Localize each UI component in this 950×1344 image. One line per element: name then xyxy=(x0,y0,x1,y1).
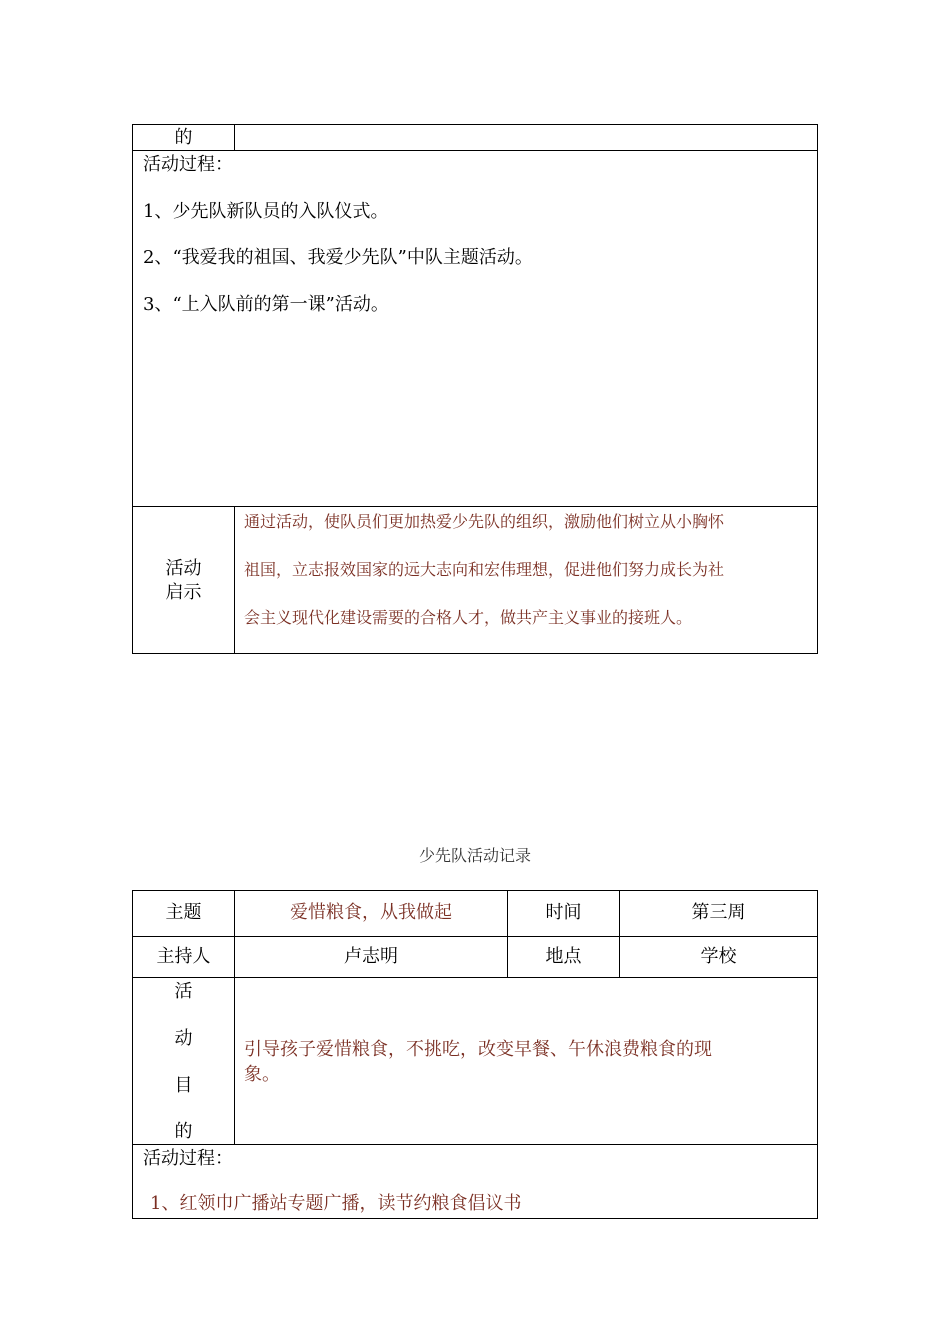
table2-bottom-border xyxy=(132,1218,818,1219)
table1-divider xyxy=(234,124,235,150)
inspiration-text: 通过活动，使队员们更加热爱少先队的组织，激励他们树立从小胸怀 xyxy=(244,512,725,531)
process-title: 活动过程： xyxy=(143,154,233,175)
purpose-label-char: 目 xyxy=(174,1075,193,1096)
table1-divider xyxy=(132,150,818,151)
process-title: 活动过程： xyxy=(143,1148,233,1169)
process-item: 3、“上入队前的第一课”活动。 xyxy=(143,294,389,315)
theme-value: 爱惜粮食，从我做起 xyxy=(290,902,452,923)
place-label: 地点 xyxy=(545,946,582,967)
purpose-text: 象。 xyxy=(244,1064,280,1085)
purpose-label-char: 的 xyxy=(174,1121,193,1142)
host-value: 卢志明 xyxy=(344,946,398,967)
host-label: 主持人 xyxy=(156,946,211,967)
place-value: 学校 xyxy=(700,946,737,967)
table2-divider xyxy=(234,890,235,1144)
table2-left-border xyxy=(132,890,133,1219)
purpose-label-char: 活 xyxy=(174,981,193,1002)
process-item: 2、“我爱我的祖国、我爱少先队”中队主题活动。 xyxy=(143,247,533,268)
table1-right-border xyxy=(817,124,818,654)
table1-divider xyxy=(234,506,235,653)
table-caption: 少先队活动记录 xyxy=(418,846,531,865)
table1-bottom-border xyxy=(132,653,818,654)
inspiration-text: 会主义现代化建设需要的合格人才，做共产主义事业的接班人。 xyxy=(244,608,693,627)
table2-divider xyxy=(132,1144,818,1145)
process-item: 1、红领巾广播站专题广播，读节约粮食倡议书 xyxy=(150,1193,522,1214)
table2-right-border xyxy=(817,890,818,1219)
inspiration-text: 祖国，立志报效国家的远大志向和宏伟理想，促进他们努力成长为社 xyxy=(244,560,725,579)
purpose-label-char: 动 xyxy=(174,1028,193,1049)
purpose-label-fragment: 的 xyxy=(174,127,193,148)
theme-label: 主题 xyxy=(165,902,202,923)
inspiration-label: 活动 xyxy=(165,558,202,579)
time-value: 第三周 xyxy=(691,902,746,923)
purpose-text: 引导孩子爱惜粮食，不挑吃，改变早餐、午休浪费粮食的现 xyxy=(244,1039,712,1060)
process-item: 1、少先队新队员的入队仪式。 xyxy=(143,201,389,222)
inspiration-label: 启示 xyxy=(165,582,202,603)
time-label: 时间 xyxy=(545,902,582,923)
